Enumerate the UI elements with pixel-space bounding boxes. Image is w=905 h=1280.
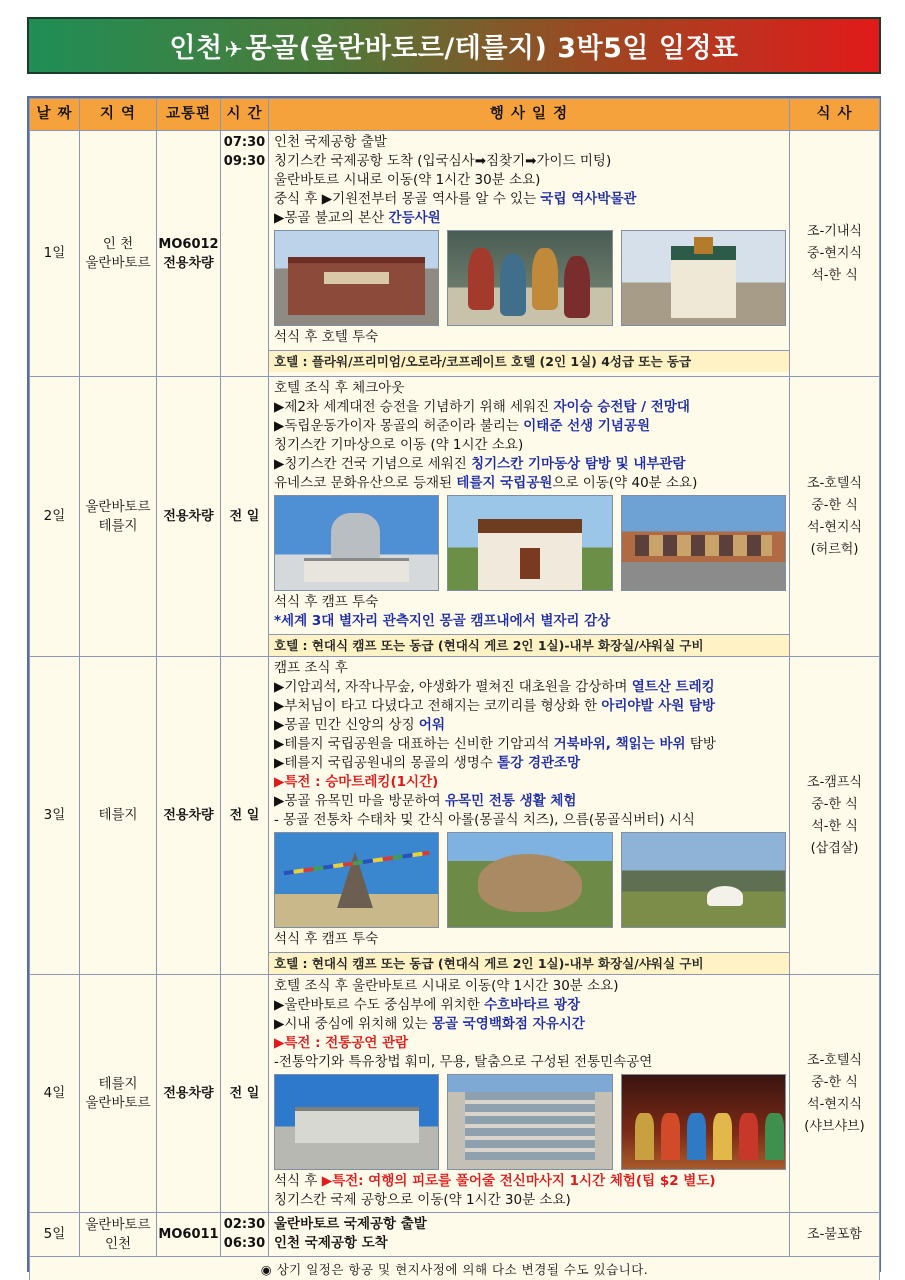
schedule-line [274,209,786,228]
schedule-cell [269,1213,790,1257]
title-from: 인천 [169,33,223,64]
schedule-line [274,697,786,716]
transport-cell-item: 전용차량 [163,1086,214,1101]
highlight-text: 수흐바타르 광장 [484,997,581,1013]
schedule-text: ▶제2차 세계대전 승전을 기념하기 위해 세워진 [274,399,554,415]
region-cell-stack [80,1075,156,1113]
meal-item: 조-불포함 [807,1226,862,1242]
meal-cell [790,1213,880,1257]
time-item: 07:30 [223,135,266,150]
turtle-rock-photo [447,832,612,928]
schedule-text: ▶테를지 국립공원내의 몽골의 생명수 [274,755,498,771]
schedule-text: 칭기스칸 국제 공항으로 이동(약 1시간 30분 소요) [274,1192,571,1208]
schedule-line [274,811,786,830]
schedule-line [274,678,786,697]
schedule-cell [269,975,790,1213]
schedule-text: ▶부처님이 타고 다녔다고 전해지는 코끼리를 형상화 한 [274,698,602,714]
day-cell: 1일 [30,131,80,377]
schedule-text: 석식 후 호텔 투숙 [274,329,379,345]
special-offer-text: ▶특전 : 승마트레킹(1시간) [274,774,439,790]
highlight-text: 테를지 국립공원 [456,475,553,491]
transport-cell [157,657,221,975]
highlight-text: 거북바위, 책읽는 바위 [553,736,686,752]
region-cell-item: 테를지 [98,1075,138,1092]
region-cell-item: 테를지 [98,807,138,823]
highlight-text: 이태준 선생 기념공원 [523,418,651,434]
meal-item: 조-호텔식 [807,475,862,491]
itinerary-sheet [27,96,881,1277]
header-transport: 교통편 [157,99,221,131]
page-title [169,26,738,65]
title-banner [27,17,881,74]
region-cell-item: 울란바토르 [85,1216,151,1233]
schedule-text: 탐방 [685,736,716,752]
schedule-text: ▶시내 중심에 위치해 있는 [274,1016,432,1032]
memorial-mural-photo [621,495,786,591]
schedule-line [274,1034,786,1053]
schedule-line [274,328,786,347]
title-to: 몽골(울란바토르/테를지) 3박5일 일정표 [245,33,739,64]
schedule-text: ▶독립운동가이자 몽골의 허준이라 불리는 [274,418,524,434]
meal-cell [790,377,880,657]
schedule-line [274,754,786,773]
schedule-text: 호텔 조식 후 울란바토르 시내로 이동(약 1시간 30분 소요) [274,978,619,994]
transport-cell-stack [157,235,220,273]
meal-item: 중-한 식 [811,796,858,812]
schedule-line [274,735,786,754]
memorial-house-photo [447,495,612,591]
schedule-line [274,1191,786,1210]
schedule-text: -전통악기와 특유창법 훠미, 무용, 탈춤으로 구성된 전통민속공연 [274,1054,653,1070]
meal-item: 석-한 식 [811,267,858,283]
region-cell-stack [80,498,156,536]
transport-cell-item: 전용차량 [163,808,214,823]
schedule-text: 중식 후 ▶기원전부터 몽골 역사를 알 수 있는 [274,191,541,207]
schedule-line [274,1053,786,1072]
transport-cell-item: MO6012 [158,236,219,252]
meal-item: (삽겹살) [810,840,859,856]
photo-strip [274,495,786,591]
special-offer-text: ▶특전 : 전통공연 관람 [274,1035,409,1051]
time-cell [221,657,269,975]
transport-cell-item: MO6011 [158,1227,219,1242]
day-row [30,377,880,657]
highlight-text: 국립 역사박물관 [540,191,637,207]
schedule-text: ▶몽골 민간 신앙의 상징 [274,717,419,733]
schedule-text: ▶몽골 유목민 마을 방문하여 [274,793,445,809]
schedule-text: 인천 국제공항 도착 [274,1235,388,1251]
meal-item: (허르헉) [810,541,859,557]
highlight-text: *세계 3대 별자리 관측지인 몽골 캠프내에서 별자리 감상 [274,613,611,629]
schedule-text: 석식 후 캠프 투숙 [274,931,379,947]
schedule-text: 울란바토르 국제공항 출발 [274,1216,427,1232]
transport-cell-stack [157,806,220,825]
region-cell [80,377,157,657]
meal-item: (샤브샤브) [804,1118,865,1134]
schedule-text: ▶테를지 국립공원을 대표하는 신비한 기암괴석 [274,736,554,752]
region-cell-item: 인천 [104,1235,132,1252]
schedule-line [274,455,786,474]
region-cell-stack [80,806,156,825]
transport-cell-stack [157,507,220,526]
day-cell: 4일 [30,975,80,1213]
itinerary-table [29,98,880,1280]
schedule-line [274,612,786,631]
time-item: 전 일 [229,509,260,524]
hotel-info: 호텔 : 플라워/프리미엄/오로라/코프레이트 호텔 (2인 1실) 4성급 또는 동급 [269,350,789,372]
header-day: 날 짜 [30,99,80,131]
table-header-row [30,99,880,131]
transport-cell [157,975,221,1213]
highlight-text: 간등사원 [388,210,441,226]
schedule-text: 칭기스칸 기마상으로 이동 (약 1시간 소요) [274,437,524,453]
region-cell-stack [80,1216,156,1254]
schedule-line [274,792,786,811]
meal-item: 중-한 식 [811,497,858,513]
schedule-text: 칭기스칸 국제공항 도착 (입국심사➡짐찾기➡가이드 미팅) [274,153,612,169]
schedule-line [274,716,786,735]
schedule-line [274,133,786,152]
schedule-text: ▶기암괴석, 자작나무숲, 야생화가 펼쳐진 대초원을 감상하며 [274,679,632,695]
equestrian-statue-photo [274,495,439,591]
schedule-text: 석식 후 [274,1173,322,1189]
schedule-text: 캠프 조식 후 [274,660,348,676]
transport-cell-stack [157,1084,220,1103]
time-cell [221,1213,269,1257]
schedule-line [274,1015,786,1034]
time-cell [221,975,269,1213]
highlight-text: 톨강 경관조망 [497,755,581,771]
region-cell-item: 울란바토르 [85,1094,151,1111]
meal-item: 조-호텔식 [807,1052,862,1068]
schedule-text: 석식 후 캠프 투숙 [274,594,379,610]
meal-item: 중-현지식 [807,245,862,261]
photo-strip [274,1074,786,1170]
meal-item: 석-현지식 [807,1096,862,1112]
region-cell [80,131,157,377]
day-cell: 2일 [30,377,80,657]
schedule-line [274,474,786,493]
ovoo-photo [274,832,439,928]
schedule-line [274,977,786,996]
meal-item: 석-현지식 [807,519,862,535]
schedule-line [274,171,786,190]
notice-row [30,1257,880,1280]
day-row [30,131,880,377]
steppe-camp-photo [621,832,786,928]
meal-cell [790,975,880,1213]
schedule-line [274,190,786,209]
schedule-text: - 몽골 전통차 수태차 및 간식 아롤(몽골식 치즈), 으름(몽골식버터) 시식 [274,812,695,828]
hotel-info: 호텔 : 현대식 캠프 또는 동급 (현대식 게르 2인 1실)-내부 화장실/샤워실 구비 [269,952,789,974]
transport-cell [157,1213,221,1257]
schedule-line [274,1172,786,1191]
region-cell [80,1213,157,1257]
square-photo [274,1074,439,1170]
meal-item: 석-한 식 [811,818,858,834]
time-item: 전 일 [229,808,260,823]
meal-item: 조-캠프식 [807,774,862,790]
highlight-text: 칭기스칸 기마동상 탐방 및 내부관람 [471,456,686,472]
hotel-info: 호텔 : 현대식 캠프 또는 동급 (현대식 게르 2인 1실)-내부 화장실/샤워실 구비 [269,634,789,656]
schedule-line [274,436,786,455]
schedule-text: ▶울란바토르 수도 중심부에 위치한 [274,997,485,1013]
header-schedule: 행 사 일 정 [269,99,790,131]
highlight-text: 자이승 승전탑 / 전망대 [553,399,690,415]
airplane-icon: ✈ [224,38,244,63]
header-region: 지 역 [80,99,157,131]
transport-cell [157,377,221,657]
special-offer-text: ▶특전: 여행의 피로를 풀어줄 전신마사지 1시간 체험(팁 $2 별도) [321,1173,716,1189]
schedule-line [274,659,786,678]
header-time: 시 간 [221,99,269,131]
day-cell: 3일 [30,657,80,975]
highlight-text: 아리야발 사원 탐방 [601,698,716,714]
schedule-text: 유네스코 문화유산으로 등재된 [274,475,457,491]
region-cell-item: 인 천 [102,235,134,252]
schedule-cell [269,377,790,657]
meal-item: 중-한 식 [811,1074,858,1090]
region-cell-item: 테를지 [98,517,138,534]
meal-cell [790,131,880,377]
schedule-line [274,996,786,1015]
schedule-line [274,379,786,398]
region-cell-item: 울란바토르 [85,498,151,515]
highlight-text: 열트산 트레킹 [631,679,715,695]
meal-item: 조-기내식 [807,223,862,239]
schedule-line [274,1215,786,1234]
day-row [30,1213,880,1257]
highlight-text: 어워 [418,717,446,733]
schedule-text: 인천 국제공항 출발 [274,134,387,150]
region-cell [80,975,157,1213]
temple-photo [621,230,786,326]
highlight-text: 몽골 국영백화점 자유시간 [431,1016,585,1032]
transport-cell [157,131,221,377]
schedule-cell [269,657,790,975]
time-item: 02:30 [223,1217,266,1232]
time-item: 전 일 [229,1086,260,1101]
time-item: 09:30 [223,154,266,169]
time-cell [221,377,269,657]
region-cell-stack [80,235,156,273]
schedule-text: ▶몽골 불교의 본산 [274,210,389,226]
schedule-cell [269,131,790,377]
schedule-text: 으로 이동(약 40분 소요) [552,475,698,491]
schedule-line [274,1234,786,1253]
schedule-line [274,593,786,612]
schedule-line [274,398,786,417]
costume-exhibit-photo [447,230,612,326]
photo-strip [274,832,786,928]
transport-cell-stack [157,1225,220,1244]
schedule-text: 호텔 조식 후 체크아웃 [274,380,405,396]
photo-strip [274,230,786,326]
folk-performance-photo [621,1074,786,1170]
day-row [30,657,880,975]
schedule-line [274,773,786,792]
time-cell [221,131,269,377]
transport-cell-item: 전용차량 [163,255,214,271]
meal-cell [790,657,880,975]
highlight-text: 유목민 전통 생활 체험 [445,793,577,809]
schedule-text: 울란바토르 시내로 이동(약 1시간 30분 소요) [274,172,541,188]
day-cell: 5일 [30,1213,80,1257]
schedule-line [274,152,786,171]
schedule-line [274,930,786,949]
schedule-line [274,417,786,436]
region-cell-item: 울란바토르 [85,254,151,271]
time-item: 06:30 [223,1236,266,1251]
museum-photo [274,230,439,326]
day-row [30,975,880,1213]
notice-text: ◉ 상기 일정은 항공 및 현지사정에 의해 다소 변경될 수도 있습니다. [30,1257,880,1280]
department-store-photo [447,1074,612,1170]
header-meal: 식 사 [790,99,880,131]
transport-cell-item: 전용차량 [163,509,214,524]
region-cell [80,657,157,975]
schedule-text: ▶칭기스칸 건국 기념으로 세워진 [274,456,472,472]
